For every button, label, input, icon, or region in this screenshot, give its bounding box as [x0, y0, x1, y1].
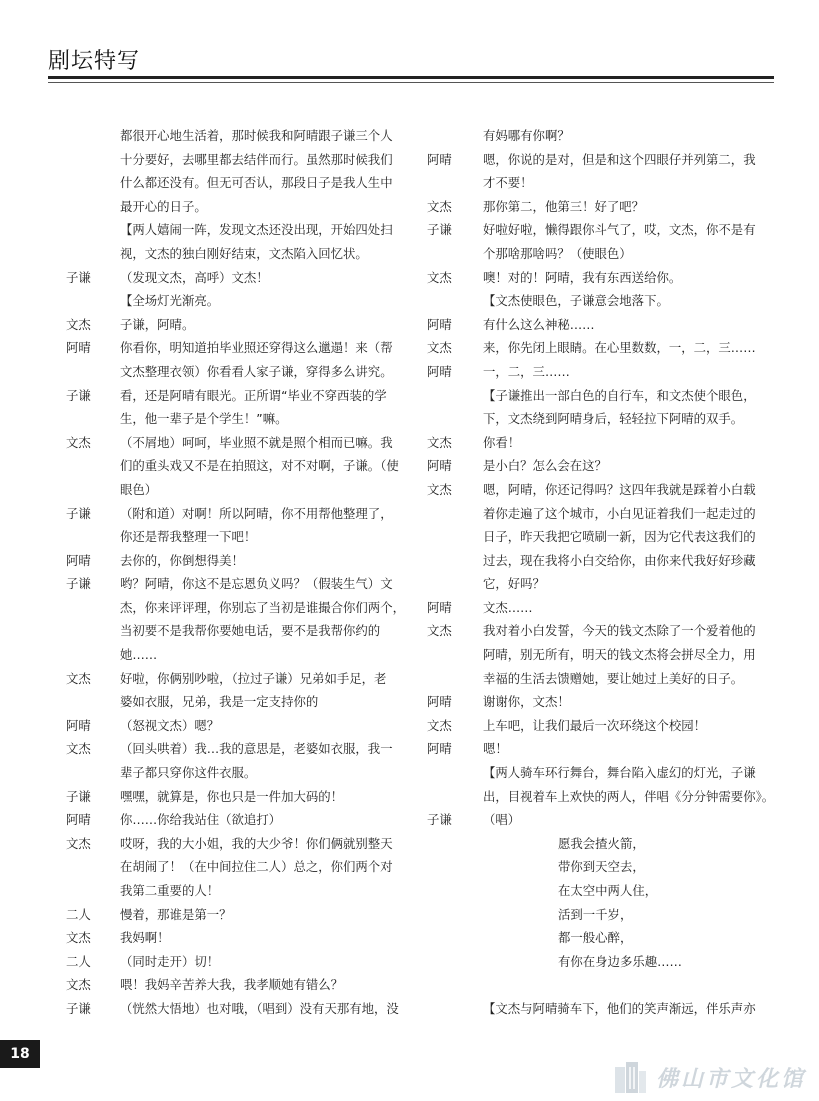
speaker-name: 文杰	[66, 977, 91, 993]
script-line	[66, 525, 402, 549]
dialogue-text: （怒视文杰）嗯？	[120, 717, 220, 733]
script-line	[427, 195, 763, 219]
speaker-name: 子谦	[427, 222, 452, 238]
speaker-name: 文杰	[66, 835, 91, 851]
dialogue-text: （不屑地）呵呵，毕业照不就是照个相而已嘛。我	[120, 434, 393, 450]
dialogue-text: 你……你给我站住（欲追打）	[120, 812, 282, 828]
script-line	[66, 761, 402, 785]
song-lyric-line	[427, 855, 763, 879]
dialogue-text: 慢着，那谁是第一？	[120, 906, 232, 922]
speaker-name: 文杰	[66, 741, 91, 757]
script-line	[66, 832, 402, 856]
dialogue-text: 杰，你来评评理，你别忘了当初是谁撮合你们两个，	[120, 599, 405, 615]
dialogue-text: 它，好吗？	[483, 576, 545, 592]
song-lyric-line	[427, 879, 763, 903]
script-line	[427, 737, 763, 761]
dialogue-text: 阿晴，别无所有，明天的钱文杰将会拼尽全力，用	[483, 647, 756, 663]
dialogue-text: 你看你，明知道拍毕业照还穿得这么邋遢！来（帮	[120, 340, 393, 356]
dialogue-text: 看，还是阿晴有眼光。正所谓“毕业不穿西装的学	[120, 387, 387, 403]
speaker-name: 文杰	[427, 717, 452, 733]
dialogue-text: 日子，昨天我把它喷刷一新，因为它代表这我们的	[483, 529, 756, 545]
script-line	[427, 124, 763, 148]
dialogue-text: （回头哄着）我…我的意思是，老婆如衣服，我一	[120, 741, 393, 757]
script-line	[427, 643, 763, 667]
speaker-name: 文杰	[427, 198, 452, 214]
dialogue-text: 眼色）	[120, 481, 158, 497]
script-line	[66, 171, 402, 195]
speaker-name: 文杰	[66, 670, 91, 686]
dialogue-text: 嘿嘿，就算是，你也只是一件加大码的！	[120, 788, 344, 804]
dialogue-text: 一，二，三……	[483, 363, 570, 379]
script-line	[66, 148, 402, 172]
script-line	[66, 714, 402, 738]
dialogue-text: 有什么这么神秘……	[483, 316, 595, 332]
dialogue-text: 噢！对的！阿晴，我有东西送给你。	[483, 269, 682, 285]
dialogue-text: 是小白？怎么会在这？	[483, 458, 607, 474]
speaker-name: 文杰	[66, 434, 91, 450]
dialogue-text: 都一般心醉，	[558, 930, 633, 946]
script-line	[66, 997, 402, 1021]
script-line	[427, 242, 763, 266]
dialogue-text: 我妈啊！	[120, 930, 170, 946]
script-line	[66, 596, 405, 620]
script-line	[427, 714, 763, 738]
script-line	[427, 619, 763, 643]
script-line	[66, 124, 402, 148]
dialogue-text: 辈子都只穿你这件衣服。	[120, 765, 257, 781]
dialogue-text: 愿我会揸火箭，	[558, 835, 645, 851]
dialogue-text: 文杰整理衣领）你看看人家子谦，穿得多么讲究。	[120, 363, 393, 379]
dialogue-text: 我对着小白发誓，今天的钱文杰除了一个爱着他的	[483, 623, 756, 639]
dialogue-text: （附和道）对啊！所以阿晴，你不用帮他整理了，	[120, 505, 393, 521]
dialogue-text: 【两人骑车环行舞台，舞台陷入虚幻的灯光，子谦	[483, 765, 756, 781]
script-line	[427, 808, 763, 832]
script-line	[66, 336, 402, 360]
script-line	[427, 289, 763, 313]
dialogue-text: 喂！我妈辛苦养大我，我孝顺她有错么？	[120, 977, 344, 993]
dialogue-text: 有妈哪有你啊？	[483, 128, 570, 143]
dialogue-text: 十分要好，去哪里都去结伴而行。虽然那时候我们	[120, 151, 393, 167]
script-line	[427, 336, 763, 360]
dialogue-text: 哟？阿晴，你这不是忘恩负义吗？（假装生气）文	[120, 576, 393, 592]
script-line	[66, 431, 402, 455]
script-line	[427, 785, 775, 809]
script-line	[66, 218, 402, 242]
script-line	[66, 808, 402, 832]
script-line	[427, 572, 763, 596]
song-lyric-line	[427, 832, 763, 856]
script-line	[427, 454, 763, 478]
speaker-name: 阿晴	[427, 316, 452, 332]
script-line	[66, 195, 402, 219]
speaker-name: 文杰	[427, 269, 452, 285]
dialogue-text: 她……	[120, 647, 158, 663]
speaker-name: 阿晴	[427, 694, 452, 710]
dialogue-text: 哎呀，我的大小姐，我的大少爷！你们俩就别整天	[120, 835, 393, 851]
script-line	[427, 148, 763, 172]
script-line	[66, 407, 402, 431]
song-lyric-line	[427, 950, 763, 974]
dialogue-text: 个那啥那啥吗？（使眼色）	[483, 245, 632, 261]
script-line	[427, 218, 763, 242]
script-line	[66, 973, 402, 997]
dialogue-text: （恍然大悟地）也对哦，（唱到）没有天那有地，没	[120, 1000, 399, 1016]
script-line	[427, 761, 763, 785]
building-logo-icon	[612, 1059, 648, 1095]
dialogue-text: 们的重头戏又不是在拍照这，对不对啊，子谦。（使	[120, 458, 399, 474]
dialogue-text: （同时走开）切！	[120, 953, 220, 969]
dialogue-text: 才不要！	[483, 175, 533, 191]
dialogue-text: 着你走遍了这个城市，小白见证着我们一起走过的	[483, 505, 756, 521]
script-line	[66, 855, 402, 879]
dialogue-text: 在太空中两人住，	[558, 883, 658, 898]
speaker-name: 文杰	[66, 930, 91, 946]
speaker-name: 阿晴	[66, 717, 91, 733]
song-lyric-line	[427, 903, 763, 927]
script-line	[66, 478, 402, 502]
script-line	[66, 926, 402, 950]
speaker-name: 文杰	[427, 623, 452, 639]
dialogue-text: 【两人嬉闹一阵，发现文杰还没出现，开始四处扫	[120, 222, 393, 238]
script-line	[427, 525, 763, 549]
speaker-name: 子谦	[66, 576, 91, 592]
script-line	[66, 384, 402, 408]
dialogue-text: 都很开心地生活着，那时候我和阿晴跟子谦三个人	[120, 128, 393, 143]
speaker-name: 子谦	[66, 1000, 91, 1016]
script-line	[66, 549, 402, 573]
dialogue-text: 当初要不是我帮你要她电话，要不是我帮你约的	[120, 623, 381, 639]
dialogue-text: 在胡闹了！（在中间拉住二人）总之，你们两个对	[120, 859, 393, 875]
dialogue-text: 好啦好啦，懒得跟你斗气了，哎，文杰，你不是有	[483, 222, 756, 238]
speaker-name: 文杰	[427, 434, 452, 450]
dialogue-text: 婆如衣服，兄弟，我是一定支持你的	[120, 694, 319, 710]
script-line	[66, 643, 402, 667]
script-line	[427, 171, 763, 195]
speaker-name: 阿晴	[427, 458, 452, 474]
script-line	[66, 289, 402, 313]
dialogue-text: 子谦，阿晴。	[120, 316, 195, 332]
speaker-name: 阿晴	[66, 340, 91, 356]
script-line	[427, 997, 763, 1021]
speaker-name: 文杰	[427, 340, 452, 356]
script-line	[66, 785, 402, 809]
page-number: 18	[0, 1040, 40, 1068]
speaker-name: 二人	[66, 953, 91, 969]
script-line	[66, 737, 402, 761]
script-line	[66, 619, 402, 643]
dialogue-text: 好啦，你俩别吵啦，（拉过子谦）兄弟如手足，老	[120, 670, 387, 686]
script-line	[427, 431, 763, 455]
dialogue-text: 【子谦推出一部白色的自行车，和文杰使个眼色，	[483, 387, 756, 403]
dialogue-text: 生，他一辈子是个学生！”嘛。	[120, 411, 288, 427]
dialogue-text: （唱）	[483, 812, 521, 828]
speaker-name: 阿晴	[427, 741, 452, 757]
dialogue-text: 谢谢你，文杰！	[483, 694, 570, 710]
dialogue-text: 活到一千岁，	[558, 906, 633, 922]
script-line	[66, 690, 402, 714]
script-line	[66, 879, 402, 903]
script-line	[66, 502, 402, 526]
speaker-name: 文杰	[427, 481, 452, 497]
script-line	[66, 572, 402, 596]
dialogue-text: 有你在身边多乐趣……	[558, 953, 682, 969]
speaker-name: 子谦	[66, 387, 91, 403]
speaker-name: 阿晴	[427, 599, 452, 615]
speaker-name: 文杰	[66, 316, 91, 332]
script-line	[66, 950, 402, 974]
dialogue-text: 出，目视着车上欢快的两人，伴唱《分分钟需要你》。	[483, 788, 775, 804]
dialogue-text: 【全场灯光渐亮。	[120, 293, 220, 309]
dialogue-text: 你看！	[483, 434, 521, 450]
script-line	[427, 690, 763, 714]
script-line	[427, 313, 763, 337]
speaker-name: 阿晴	[66, 552, 91, 568]
speaker-name: 子谦	[427, 812, 452, 828]
script-line	[427, 407, 763, 431]
section-title: 剧坛特写	[48, 49, 141, 74]
speaker-name: 子谦	[66, 788, 91, 804]
dialogue-text: 文杰……	[483, 599, 533, 615]
right-column	[427, 124, 775, 1021]
watermark	[612, 1058, 812, 1096]
header-rule	[48, 76, 774, 79]
dialogue-text: 过去，现在我将小白交给你，由你来代我好好珍藏	[483, 552, 756, 568]
script-line	[427, 667, 763, 691]
dialogue-text: 下，文杰绕到阿晴身后，轻轻拉下阿晴的双手。	[483, 411, 744, 427]
dialogue-text: 我第二重要的人！	[120, 883, 220, 898]
dialogue-text: 幸福的生活去馈赠她，要让她过上美好的日子。	[483, 670, 744, 686]
dialogue-text: 去你的，你倒想得美！	[120, 552, 244, 568]
watermark-text: 佛山市文化馆	[656, 1065, 807, 1092]
dialogue-text: 你还是帮我整理一下吧！	[120, 529, 257, 545]
speaker-name: 阿晴	[427, 363, 452, 379]
script-line	[66, 903, 402, 927]
speaker-name: 子谦	[66, 269, 91, 285]
dialogue-text: 最开心的日子。	[120, 198, 207, 214]
script-line	[427, 384, 763, 408]
script-line	[66, 667, 402, 691]
dialogue-text: 【文杰使眼色，子谦意会地落下。	[483, 293, 669, 309]
script-line	[427, 973, 763, 997]
script-line	[66, 242, 402, 266]
script-line	[66, 266, 402, 290]
dialogue-text: （发现文杰，高呼）文杰！	[120, 269, 269, 285]
speaker-name: 阿晴	[427, 151, 452, 167]
dialogue-text: 嗯，阿晴，你还记得吗？这四年我就是踩着小白载	[483, 481, 756, 497]
dialogue-text: 什么都还没有。但无可否认，那段日子是我人生中	[120, 175, 393, 191]
speaker-name: 阿晴	[66, 812, 91, 828]
script-line	[427, 549, 763, 573]
dialogue-text: 【文杰与阿晴骑车下，他们的笑声渐远，伴乐声亦	[483, 1000, 756, 1016]
script-line	[427, 596, 763, 620]
song-lyric-line	[427, 926, 763, 950]
script-line	[66, 360, 402, 384]
dialogue-text: 视，文杰的独白刚好结束，文杰陷入回忆状。	[120, 245, 368, 261]
script-line	[427, 478, 763, 502]
script-line	[427, 360, 763, 384]
script-line	[66, 454, 402, 478]
script-line	[427, 266, 763, 290]
left-column	[66, 124, 405, 1021]
speaker-name: 二人	[66, 906, 91, 922]
dialogue-text: 那你第二，他第三！好了吧？	[483, 198, 645, 214]
dialogue-text: 嗯！	[483, 741, 508, 757]
dialogue-text: 带你到天空去，	[558, 859, 645, 875]
dialogue-text: 嗯，你说的是对，但是和这个四眼仔并列第二，我	[483, 151, 756, 167]
script-line	[66, 313, 402, 337]
header-rule-thin	[48, 82, 774, 83]
script-line	[427, 502, 763, 526]
dialogue-text: 上车吧，让我们最后一次环绕这个校园！	[483, 717, 707, 733]
speaker-name: 子谦	[66, 505, 91, 521]
dialogue-text: 来，你先闭上眼睛。在心里数数，一，二，三……	[483, 340, 756, 356]
